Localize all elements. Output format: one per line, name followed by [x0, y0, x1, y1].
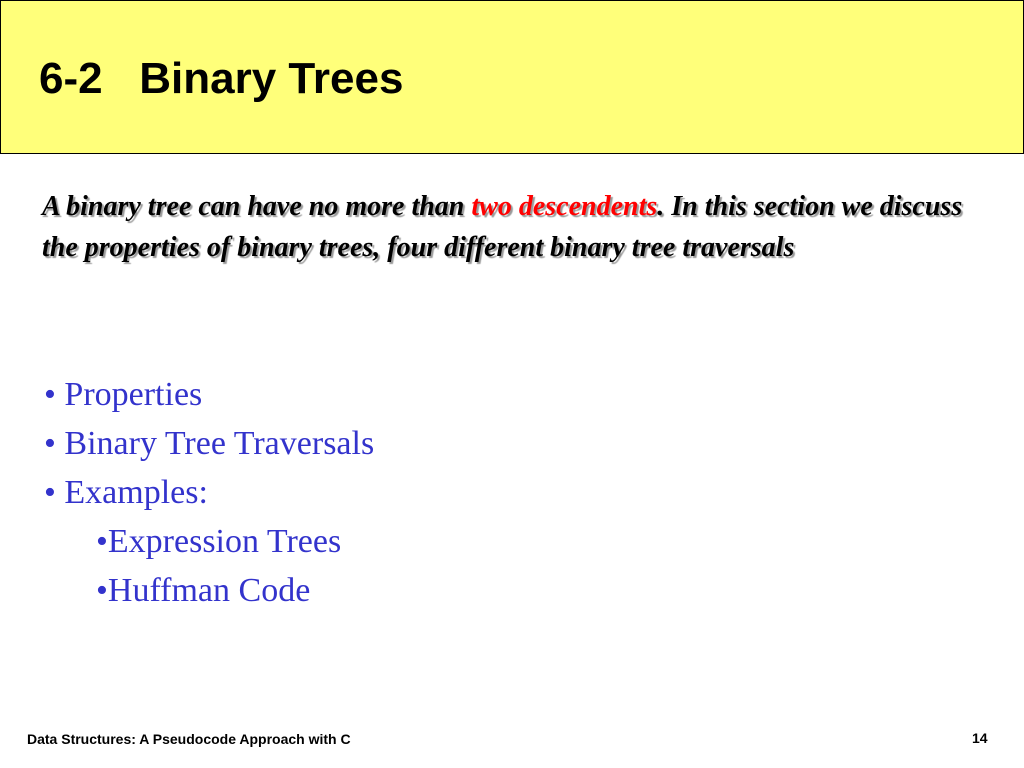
footer-book-title: Data Structures: A Pseudocode Approach with C: [27, 731, 351, 747]
sub-bullet-expression-trees: •Expression Trees: [96, 523, 342, 560]
title-bar: [0, 0, 1024, 154]
bullet-properties: • Properties: [44, 376, 203, 413]
intro-paragraph: [42, 186, 972, 268]
intro-highlight: two descendents: [471, 191, 658, 222]
sub-bullet-huffman-code: •Huffman Code: [96, 572, 311, 609]
intro-text-end: . In this section we discuss the properties of binary trees, four different binary tree traversals: [42, 191, 963, 263]
bullet-traversals: • Binary Tree Traversals: [44, 425, 375, 462]
footer-page-number: 14: [972, 730, 988, 746]
bullet-examples: • Examples:: [44, 474, 208, 511]
bullet-list: [44, 370, 374, 615]
intro-text-start: A binary tree can have no more than: [42, 191, 472, 222]
slide-title: 6-2 Binary Trees: [39, 54, 404, 103]
